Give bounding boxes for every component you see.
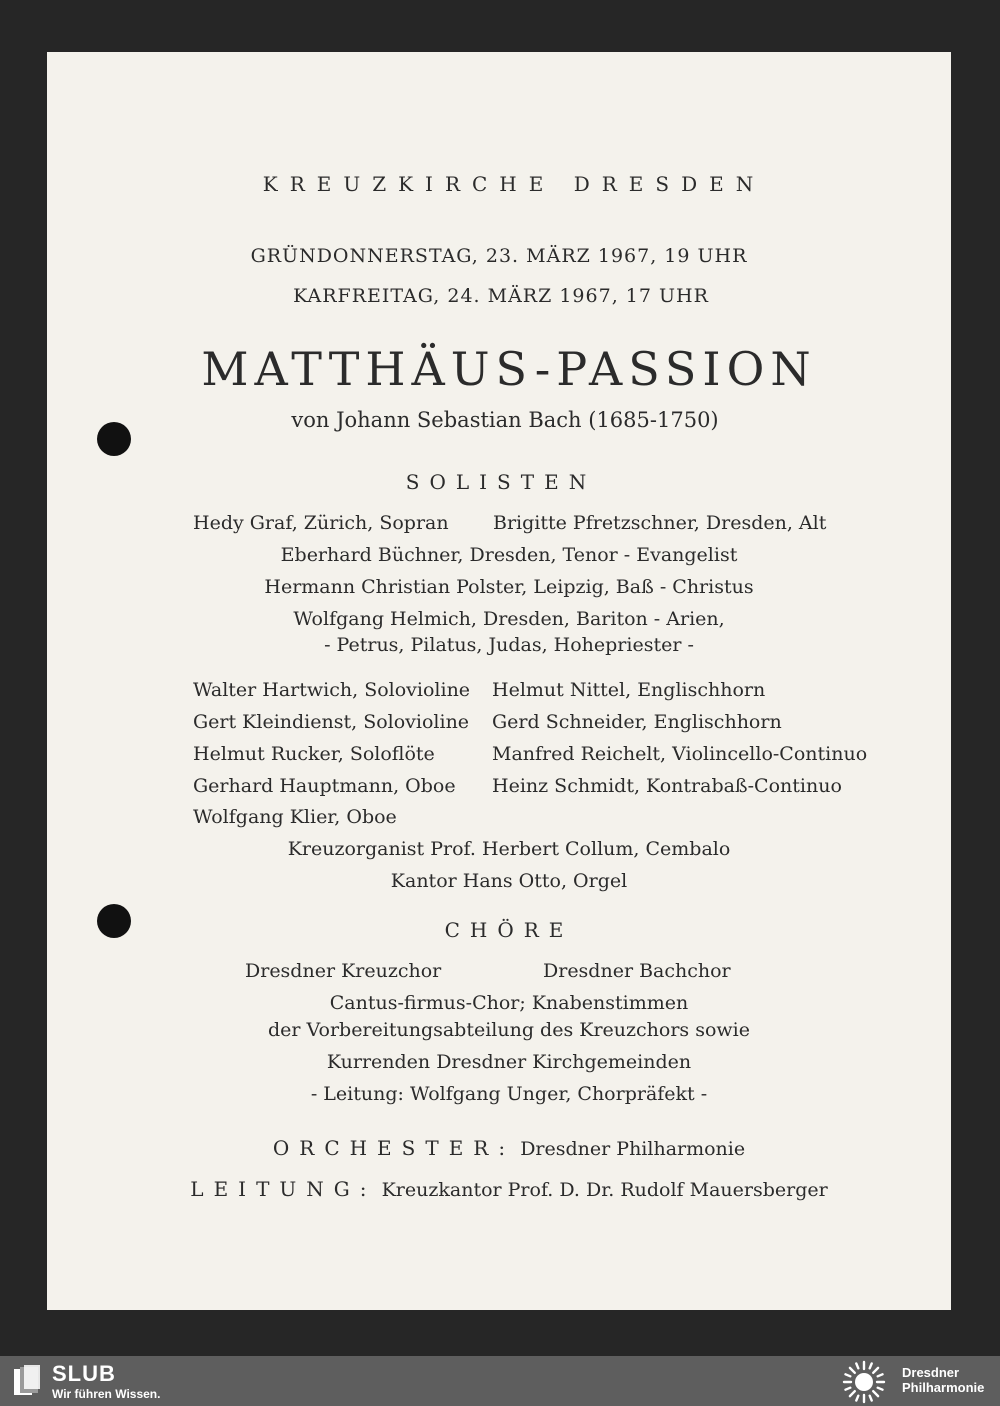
choir-bachchor: Dresdner Bachchor — [543, 960, 731, 982]
orchestra-value: Dresdner Philharmonie — [520, 1138, 746, 1160]
composer-line: von Johann Sebastian Bach (1685-1750) — [291, 408, 719, 432]
philharmonie-logo-icon[interactable] — [842, 1360, 886, 1404]
date-line-2: KARFREITAG, 24. MÄRZ 1967, 17 UHR — [293, 285, 709, 307]
conductor-value: Kreuzkantor Prof. D. Dr. Rudolf Mauersberger — [381, 1179, 828, 1201]
instrumentalist-right-2: Gerd Schneider, Englischhorn — [492, 711, 782, 733]
cantor-line: Kantor Hans Otto, Orgel — [390, 870, 628, 892]
page-title: MATTHÄUS-PASSION — [201, 342, 817, 396]
choir-kreuzchor: Dresdner Kreuzchor — [245, 960, 442, 982]
philharmonie-name-line-2: Philharmonie — [902, 1380, 985, 1395]
choir-line-1: Cantus-firmus-Chor; Knabenstimmen — [329, 992, 689, 1014]
instrumentalist-left-1: Walter Hartwich, Solovioline — [193, 679, 471, 701]
program-page — [47, 52, 951, 1310]
footer-bar — [0, 1356, 1000, 1406]
choir-leader-line: - Leitung: Wolfgang Unger, Chorpräfekt - — [310, 1083, 708, 1105]
soloist-alto: Brigitte Pfretzschner, Dresden, Alt — [493, 512, 827, 534]
instrumentalist-left-4: Gerhard Hauptmann, Oboe — [193, 775, 456, 797]
orchestra-line — [47, 1136, 961, 1160]
slub-logo-icon[interactable] — [12, 1365, 42, 1397]
instrumentalist-left-2: Gert Kleindienst, Solovioline — [193, 711, 470, 733]
philharmonie-name-line-1: Dresdner — [902, 1365, 960, 1380]
soloists-heading: SOLISTEN — [405, 470, 597, 494]
instrumentalist-left-5: Wolfgang Klier, Oboe — [193, 806, 397, 828]
choirs-heading: CHÖRE — [444, 918, 574, 942]
organist-line: Kreuzorganist Prof. Herbert Collum, Cembalo — [287, 838, 731, 860]
date-line-1: GRÜNDONNERSTAG, 23. MÄRZ 1967, 19 UHR — [250, 245, 748, 267]
soloist-baritone: Wolfgang Helmich, Dresden, Bariton - Arien, — [293, 608, 725, 630]
philharmonie-name[interactable] — [902, 1365, 984, 1395]
conductor-label: LEITUNG: — [190, 1177, 377, 1201]
church-name: KREUZKIRCHE DRESDEN — [262, 172, 766, 196]
instrumentalist-right-4: Heinz Schmidt, Kontrabaß-Continuo — [492, 775, 842, 797]
choir-line-2: der Vorbereitungsabteilung des Kreuzchors sowie — [268, 1019, 750, 1041]
soloist-tenor: Eberhard Büchner, Dresden, Tenor - Evangelist — [280, 544, 738, 566]
instrumentalist-left-3: Helmut Rucker, Soloflöte — [193, 743, 435, 765]
slub-tagline: Wir führen Wissen. — [52, 1387, 161, 1401]
instrumentalist-right-3: Manfred Reichelt, Violincello-Continuo — [492, 743, 868, 765]
soloist-soprano: Hedy Graf, Zürich, Sopran — [193, 512, 449, 534]
instrumentalist-right-1: Helmut Nittel, Englischhorn — [492, 679, 766, 701]
soloist-bass: Hermann Christian Polster, Leipzig, Baß - Christus — [264, 576, 754, 598]
soloist-baritone-roles: - Petrus, Pilatus, Judas, Hohepriester - — [324, 634, 694, 656]
choir-line-3: Kurrenden Dresdner Kirchgemeinden — [326, 1051, 692, 1073]
slub-name[interactable]: SLUB — [52, 1361, 116, 1386]
conductor-line — [47, 1177, 961, 1201]
orchestra-label: ORCHESTER: — [272, 1136, 516, 1160]
